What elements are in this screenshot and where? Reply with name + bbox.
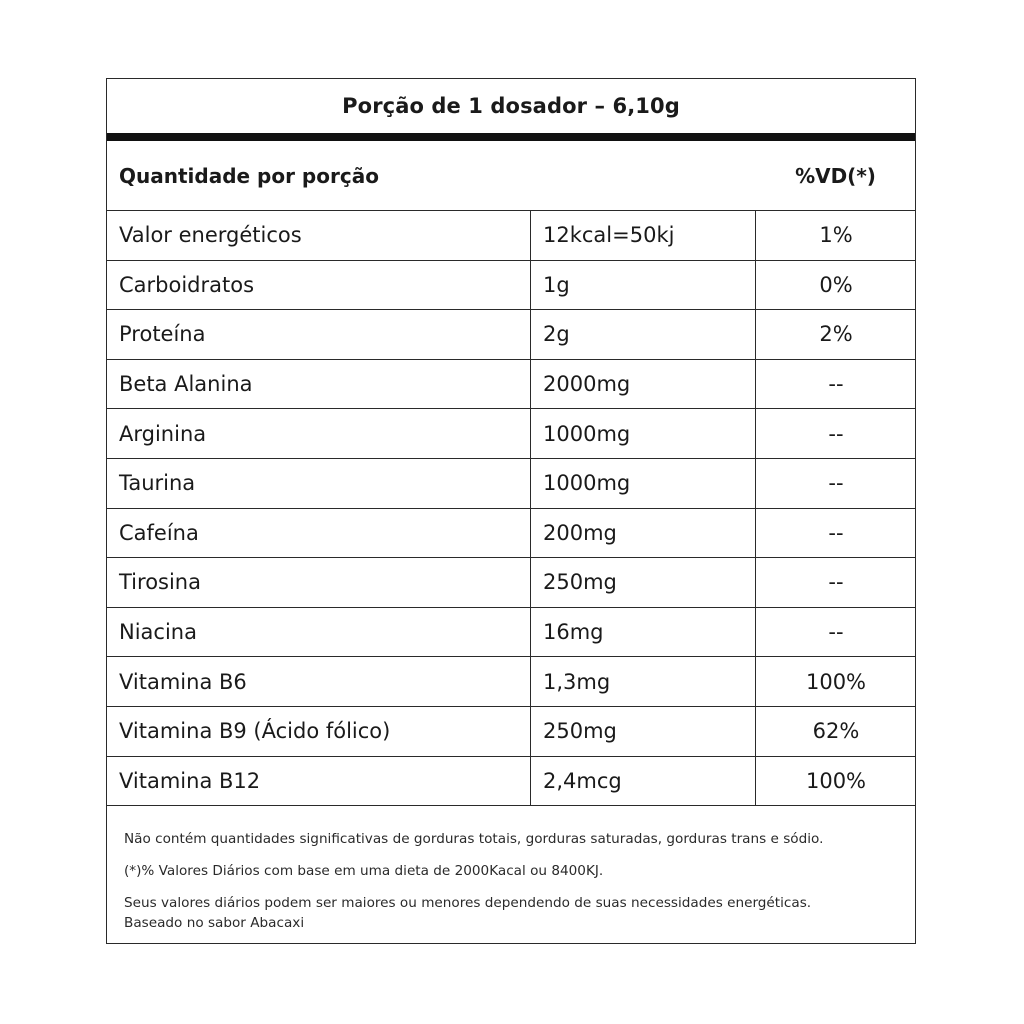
table-row <box>107 409 915 459</box>
nutrient-name: Vitamina B6 <box>119 669 247 694</box>
nutrient-name: Niacina <box>119 620 197 645</box>
nutrient-daily-value: -- <box>755 409 916 458</box>
table-header <box>107 141 915 211</box>
nutrient-name: Cafeína <box>119 520 199 545</box>
nutrient-amount: 12kcal=50kj <box>530 211 755 260</box>
nutrient-name: Taurina <box>119 471 196 496</box>
nutrient-amount: 2000mg <box>530 360 755 409</box>
nutrient-amount: 200mg <box>530 509 755 558</box>
nutrient-amount: 250mg <box>530 558 755 607</box>
nutrient-daily-value: -- <box>755 459 916 508</box>
nutrient-name: Tirosina <box>119 570 201 595</box>
nutrient-amount: 2g <box>530 310 755 359</box>
nutrient-name: Proteína <box>119 322 206 347</box>
nutrient-daily-value: 100% <box>755 657 916 706</box>
nutrient-daily-value: 100% <box>755 757 916 806</box>
table-row <box>107 261 915 311</box>
table-row <box>107 459 915 509</box>
nutrient-daily-value: 62% <box>755 707 916 756</box>
table-row <box>107 211 915 261</box>
nutrient-daily-value: -- <box>755 608 916 657</box>
nutrient-amount: 1g <box>530 261 755 310</box>
footnote-daily-values: (*)% Valores Diários com base em uma dieta de 2000Kacal ou 8400KJ. <box>124 863 604 879</box>
nutrient-amount: 250mg <box>530 707 755 756</box>
nutrient-name: Vitamina B12 <box>119 768 261 793</box>
nutrient-amount: 1,3mg <box>530 657 755 706</box>
footnotes <box>124 829 904 933</box>
table-row <box>107 657 915 707</box>
nutrient-amount: 1000mg <box>530 409 755 458</box>
nutrient-name: Beta Alanina <box>119 372 253 397</box>
nutrition-facts-table <box>106 78 916 944</box>
nutrient-name: Valor energéticos <box>119 223 302 248</box>
table-row <box>107 608 915 658</box>
nutrient-name: Arginina <box>119 421 207 446</box>
nutrient-daily-value: 0% <box>755 261 916 310</box>
nutrient-daily-value: -- <box>755 509 916 558</box>
nutrient-daily-value: -- <box>755 360 916 409</box>
footnote-energy-needs: Seus valores diários podem ser maiores ou menores dependendo de suas necessidades energéticas. <box>124 895 812 911</box>
header-quantity-label: Quantidade por porção <box>119 163 379 188</box>
table-row <box>107 360 915 410</box>
table-row <box>107 509 915 559</box>
thick-divider <box>107 133 915 141</box>
nutrient-name: Carboidratos <box>119 272 255 297</box>
serving-size-title: Porção de 1 dosador – 6,10g <box>342 94 680 118</box>
nutrient-amount: 1000mg <box>530 459 755 508</box>
nutrient-name: Vitamina B9 (Ácido fólico) <box>119 719 391 744</box>
nutrient-amount: 2,4mcg <box>530 757 755 806</box>
table-row <box>107 310 915 360</box>
table-row <box>107 558 915 608</box>
footnote-flavor: Baseado no sabor Abacaxi <box>124 915 305 931</box>
nutrient-daily-value: -- <box>755 558 916 607</box>
table-row <box>107 707 915 757</box>
nutrient-daily-value: 2% <box>755 310 916 359</box>
nutrient-amount: 16mg <box>530 608 755 657</box>
table-row <box>107 757 915 807</box>
nutrient-daily-value: 1% <box>755 211 916 260</box>
header-daily-value-label: %VD(*) <box>795 163 876 188</box>
footnote-not-significant: Não contém quantidades significativas de gorduras totais, gorduras saturadas, gorduras trans e sódio. <box>124 831 824 847</box>
nutrient-rows <box>107 211 915 806</box>
